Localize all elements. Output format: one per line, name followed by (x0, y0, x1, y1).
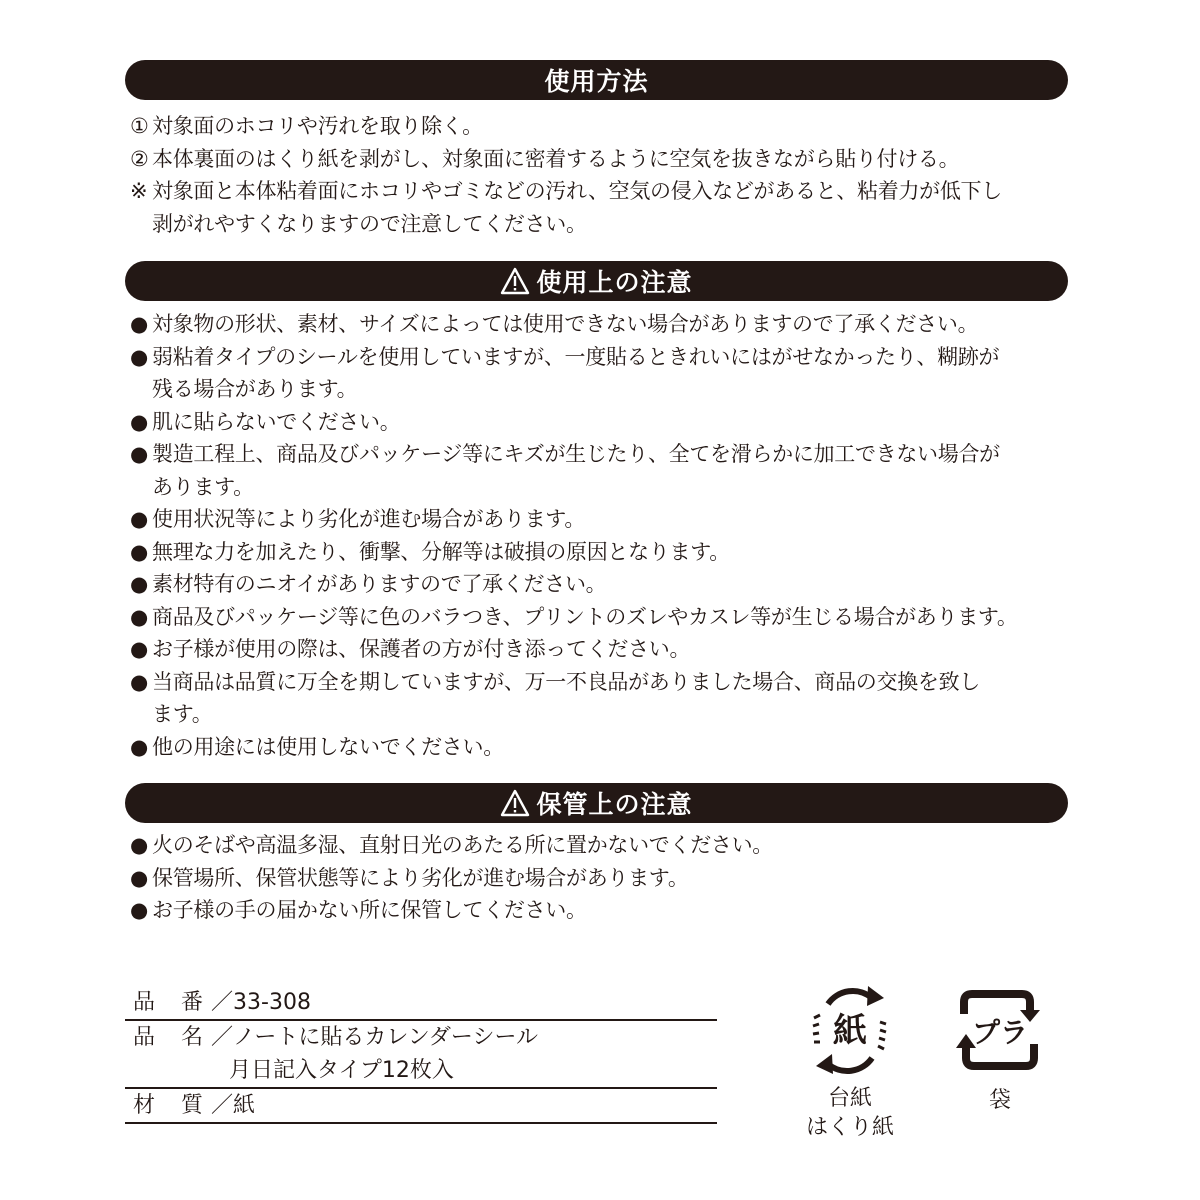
list-marker: ① (130, 114, 149, 138)
bullet: ● (130, 539, 149, 564)
label-char: 品 (133, 1025, 156, 1050)
list-item-continuation (130, 698, 1075, 731)
section-title: 使用上の注意 (536, 268, 693, 297)
bullet: ● (130, 637, 149, 661)
list-item (130, 143, 1075, 176)
list-item (130, 894, 1075, 927)
bullet: ● (130, 312, 149, 336)
paper-recycle-mark (800, 982, 900, 1142)
list-item-continuation (130, 471, 1075, 504)
section-header-usage (125, 60, 1068, 100)
list-item-text: 肌に貼らないでください。 (152, 409, 401, 434)
list-item-text: ます。 (152, 702, 213, 726)
bullet: ● (130, 442, 149, 466)
product-info (125, 986, 717, 1124)
list-item-text: 残る場合があります。 (152, 377, 358, 401)
bullet: ● (130, 865, 149, 890)
separator: ／ (211, 990, 234, 1015)
bullet: ● (130, 507, 149, 531)
bullet: ● (130, 572, 149, 596)
warning-icon (500, 267, 530, 295)
list-item-text: 対象面のホコリや汚れを取り除く。 (152, 114, 483, 138)
label-char: 名 (181, 1025, 204, 1050)
bullet: ● (130, 409, 149, 434)
list-item (130, 862, 1075, 895)
item-number-value: 33-308 (233, 990, 311, 1015)
list-item (130, 633, 1075, 666)
section-title: 使用方法 (544, 67, 649, 96)
svg-text:紙: 紙 (833, 1011, 867, 1051)
paper-recycle-label-2: はくり紙 (805, 1115, 894, 1140)
bullet: ● (130, 734, 149, 759)
label-char: 品 (133, 990, 156, 1015)
list-item (130, 308, 1075, 341)
list-item-text: 使用状況等により劣化が進む場合があります。 (152, 507, 586, 531)
list-item (130, 175, 1075, 208)
list-item-text: 商品及びパッケージ等に色のバラつき、プリントのズレやカスレ等が生じる場合があります。 (152, 604, 1018, 629)
list-item-text: お子様が使用の際は、保護者の方が付き添ってください。 (152, 637, 691, 661)
separator: ／ (211, 1093, 234, 1118)
label-char: 質 (181, 1093, 204, 1118)
list-item-text: 保管場所、保管状態等により劣化が進む場合があります。 (152, 865, 689, 890)
list-item (130, 110, 1075, 143)
usage-cautions-list (130, 308, 1075, 763)
list-marker: ※ (130, 179, 148, 203)
item-name-value-line2: 月日記入タイプ12枚入 (229, 1058, 454, 1083)
svg-text:プラ: プラ (971, 1016, 1029, 1049)
label-char: 番 (181, 990, 204, 1015)
list-item-text: 弱粘着タイプのシールを使用していますが、一度貼るときれいにはがせなかったり、糊跡が (152, 344, 1000, 369)
item-name-value: ノートに貼るカレンダーシール (233, 1025, 539, 1050)
list-item (130, 666, 1075, 699)
label-char: 材 (133, 1093, 156, 1118)
material-value: 紙 (233, 1093, 256, 1118)
list-item-text: 本体裏面のはくり紙を剥がし、対象面に密着するように空気を抜きながら貼り付ける。 (152, 146, 960, 171)
bullet: ● (130, 604, 149, 629)
list-item-text: 当商品は品質に万全を期していますが、万一不良品がありました場合、商品の交換を致し (152, 669, 980, 694)
list-marker: ② (130, 146, 149, 171)
plastic-recycle-mark (948, 988, 1052, 1115)
item-name-row (125, 1021, 717, 1054)
plastic-recycle-icon (950, 988, 1050, 1072)
storage-cautions-list (130, 829, 1075, 927)
list-item (130, 438, 1075, 471)
separator: ／ (211, 1025, 234, 1050)
section-title: 保管上の注意 (536, 790, 693, 819)
bullet: ● (130, 898, 149, 922)
bullet: ● (130, 669, 149, 694)
paper-recycle-label-1: 台紙 (827, 1086, 872, 1111)
list-item (130, 503, 1075, 536)
list-item (130, 406, 1075, 439)
list-item-text: 対象面と本体粘着面にホコリやゴミなどの汚れ、空気の侵入などがあると、粘着力が低下し (152, 179, 1002, 203)
divider (125, 1122, 717, 1124)
warning-icon (500, 789, 530, 817)
usage-instructions (130, 110, 1075, 240)
list-item-text: 対象物の形状、素材、サイズによっては使用できない場合がありますので了承ください。 (152, 312, 979, 336)
list-item-text: 素材特有のニオイがありますので了承ください。 (152, 572, 607, 596)
section-header-usage-cautions (125, 261, 1068, 301)
list-item (130, 829, 1075, 862)
list-item-text: 剥がれやすくなりますので注意してください。 (152, 211, 587, 236)
plastic-recycle-label: 袋 (988, 1088, 1011, 1113)
material-row (125, 1089, 717, 1122)
item-number-row (125, 986, 717, 1019)
list-item-text: 製造工程上、商品及びパッケージ等にキズが生じたり、全てを滑らかに加工できない場合が (152, 442, 1000, 466)
paper-recycle-icon (810, 982, 890, 1080)
list-item-text: 他の用途には使用しないでください。 (152, 734, 504, 759)
list-item (130, 601, 1075, 634)
list-item-text: あります。 (152, 474, 254, 499)
list-item (130, 341, 1075, 374)
list-item (130, 731, 1075, 764)
list-item-continuation (130, 208, 1075, 241)
list-item-text: 火のそばや高温多湿、直射日光のあたる所に置かないでください。 (152, 833, 773, 857)
bullet: ● (130, 833, 149, 857)
list-item-text: 無理な力を加えたり、衝撃、分解等は破損の原因となります。 (152, 539, 730, 564)
list-item (130, 568, 1075, 601)
list-item-text: お子様の手の届かない所に保管してください。 (152, 898, 587, 922)
list-item-continuation (130, 373, 1075, 406)
bullet: ● (130, 344, 149, 369)
section-header-storage-cautions (125, 783, 1068, 823)
item-name-row-continued (125, 1054, 717, 1087)
list-item (130, 536, 1075, 569)
